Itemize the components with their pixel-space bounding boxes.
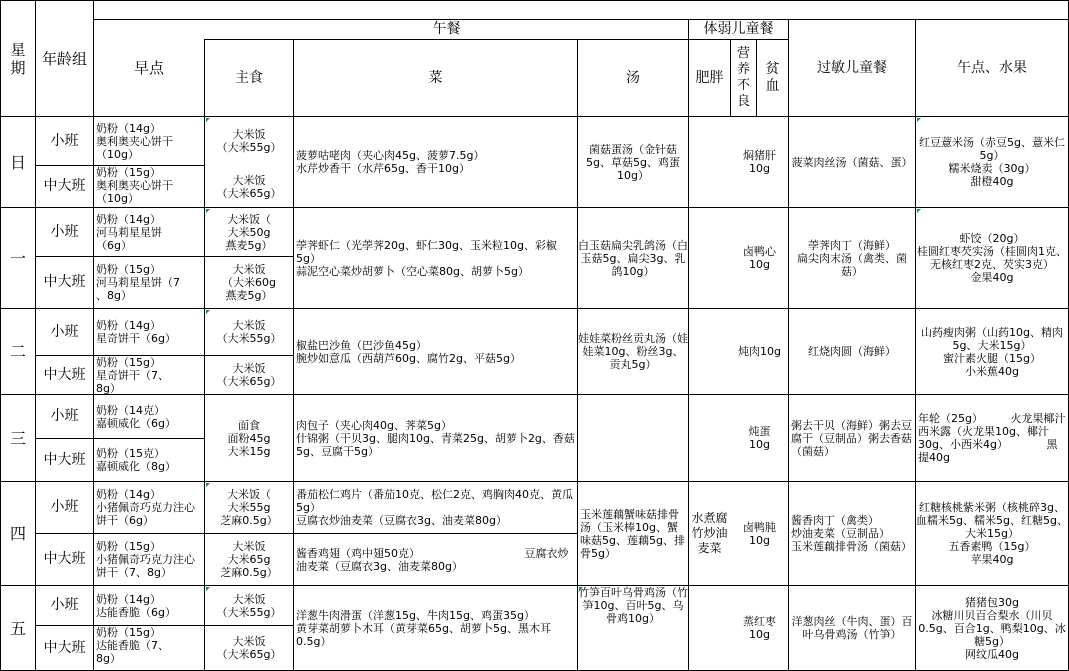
- staple-cell: 大米饭 （大米55g）: [205, 586, 293, 625]
- afternoon-cell: 红豆薏米汤（赤豆5g、薏米仁5g） 糯米烧卖（30g） 甜橙40g: [916, 117, 1068, 207]
- header-anemia: 贫 血: [765, 61, 780, 94]
- header-weekday: 星 期: [10, 40, 26, 77]
- age-group-cell: 小班: [50, 223, 79, 240]
- breakfast-cell: 奶粉（14g） 河马莉星星饼 （6g）: [96, 212, 162, 252]
- header-soup: 汤: [626, 69, 640, 86]
- header-allergy-meal: 过敏儿童餐: [817, 59, 887, 76]
- afternoon-cell: 山药瘦肉粥（山药10g、精肉5g、大米15g） 蜜汁素火腿（15g） 小米蕉40g: [921, 325, 1063, 378]
- age-group-cell: 小班: [50, 323, 79, 340]
- dish-cell: 荸荠虾仁（光荸荠20g、虾仁30g、玉米粒10g、彩椒5g） 蒜泥空心菜炒胡萝卜（空心菜80g、胡萝卜5g）: [296, 238, 557, 278]
- age-group-cell: 中大班: [43, 178, 86, 194]
- allergy-cell: 酱香肉丁（禽类） 炒油麦菜（豆制品） 玉米莲藕排骨汤（菌菇）: [791, 514, 912, 553]
- breakfast-cell: 奶粉（15g） 奥利奥夹心饼干 （10g）: [96, 166, 173, 205]
- age-group-cell: 中大班: [43, 551, 86, 567]
- breakfast-cell: 奶粉（14g） 小猪佩奇巧克力注心饼干（6g）: [96, 488, 195, 527]
- breakfast-cell: 奶粉（15g） 小猪佩奇巧克力注心饼干（7、8g）: [96, 540, 195, 579]
- obese-cell: [689, 208, 730, 308]
- obese-cell: [689, 117, 730, 207]
- breakfast-cell: 奶粉（15g） 达能香脆（7、 8g）: [96, 626, 169, 665]
- afternoon-cell: 虾饺（20g） 桂圆红枣芡实汤（桂圆肉1克、无核红枣2克、芡实3克） 金果40g: [916, 208, 1068, 308]
- malnourished-anemia-cell: 卤鸭心 10g: [743, 245, 776, 271]
- grid-line: [0, 0, 1069, 1]
- staple-cell: 大米饭 （大米65g）: [216, 173, 282, 200]
- age-group-cell: 中大班: [43, 274, 86, 290]
- allergy-cell: 粥去干贝（海鲜）粥去豆腐干（豆制品）粥去香菇（菌菇）: [791, 418, 912, 458]
- breakfast-cell: 奶粉（15克） 嘉顿威化（8g）: [96, 447, 176, 473]
- breakfast-cell: 奶粉（14g） 奥利奥夹心饼干 （10g）: [96, 121, 173, 161]
- header-afternoon-fruit: 午点、水果: [957, 59, 1027, 76]
- dish-cell: 酱香鸡翅（鸡中翅50克） 豆腐衣炒油麦菜（豆腐衣3g、油麦菜80g）: [296, 546, 569, 573]
- weekday-cell: 三: [9, 428, 26, 448]
- staple-cell: 大米饭 大米65g 芝麻0.5g）: [220, 540, 278, 579]
- age-group-cell: 中大班: [43, 366, 86, 383]
- malnourished-anemia-cell: 焖猪肝 10g: [743, 149, 776, 175]
- dish-cell: 肉包子（夹心肉40g、荠菜5g） 什锦粥（干贝3g、腿肉10g、青菜25g、胡萝卜2g、香菇5g、豆腐干5g）: [296, 418, 575, 458]
- age-group-cell: 中大班: [43, 639, 86, 656]
- age-group-cell: 中大班: [43, 451, 86, 468]
- obese-cell: [689, 586, 730, 670]
- weekday-cell: 二: [9, 342, 26, 361]
- obese-cell: 水煮腐竹炒油麦菜: [691, 511, 728, 555]
- soup-cell: 竹笋百叶乌骨鸡汤（竹笋10g、百叶5g、乌骨鸡10g）: [578, 586, 688, 670]
- afternoon-cell: 年轮（25g） 火龙果椰汁西米露（火龙果10g、椰汁30g、小西米4g） 黑提40g: [918, 412, 1066, 464]
- breakfast-cell: 奶粉（14g） 星奇饼干（6g）: [96, 319, 176, 345]
- dish-cell: 番茄松仁鸡片（番茄10克、松仁2克、鸡胸肉40克、黄瓜5g） 豆腐衣炒油麦菜（豆腐衣3g、油麦菜80g）: [296, 488, 573, 527]
- afternoon-cell: 猪猪包30g 冰糖川贝百合梨水（川贝0.5g、百合1g、鸭梨10g、冰糖5g） 网纹瓜40g: [918, 595, 1066, 661]
- staple-cell: 大米饭 （大米65g）: [216, 362, 282, 388]
- malnourished-anemia-cell: 炖肉10g: [738, 345, 781, 358]
- dish-cell: 椒盐巴沙鱼（巴沙鱼45g） 腕炒如意瓜（西葫芦60g、腐竹2g、平菇5g）: [296, 338, 521, 365]
- staple-cell: 大米饭 （大米55g）: [205, 117, 293, 165]
- afternoon-cell: 红糖核桃紫米粥（核桃碎3g、血糯米5g、糯米5g、红糖5g、大米15g） 五香素鸭（15g） 苹果40g: [916, 501, 1068, 566]
- staple-cell: 面食 面粉45g 大米15g: [227, 418, 271, 458]
- staple-cell: 大米饭（ 大米50g 燕麦5g）: [205, 208, 293, 256]
- soup-cell: 玉米莲藕蟹味菇排骨汤（玉米棒10g、蟹味菇5g、莲藕5g、排骨5g）: [580, 507, 685, 560]
- header-malnourished: 营 养 不 良: [736, 46, 750, 109]
- breakfast-cell: 奶粉（15g） 星奇饼干（7、 8g）: [96, 356, 169, 394]
- header-dish: 菜: [428, 69, 443, 86]
- allergy-cell: 洋葱肉丝（牛肉、蛋）百叶乌骨鸡汤（竹笋）: [791, 615, 913, 641]
- breakfast-cell: 奶粉（14g） 达能香脆（6g）: [96, 592, 176, 619]
- header-weak-children-meal: 体弱儿童餐: [703, 21, 774, 37]
- weekday-cell: 四: [9, 524, 26, 543]
- weekday-cell: 日: [9, 152, 26, 172]
- staple-cell: 大米饭 （大米65g）: [216, 635, 282, 661]
- weekday-cell: 五: [9, 618, 26, 638]
- header-breakfast: 早点: [133, 59, 164, 77]
- soup-cell: 白玉菇扁尖乳鸽汤（白玉菇5g、扁尖3g、乳鸽10g）: [578, 238, 688, 278]
- age-group-cell: 小班: [50, 132, 79, 149]
- header-lunch: 午餐: [432, 21, 461, 37]
- allergy-cell: 荸荠肉丁（海鲜） 扁尖肉末汤（禽类、菌菇）: [797, 238, 907, 278]
- staple-cell: 大米饭 （大米60g 燕麦5g）: [222, 263, 276, 302]
- breakfast-cell: 奶粉（14克） 嘉顿威化（6g）: [96, 403, 176, 430]
- age-group-cell: 小班: [50, 408, 79, 424]
- staple-cell: 大米饭 （大米55g）: [205, 309, 293, 355]
- age-group-cell: 小班: [50, 499, 79, 515]
- malnourished-anemia-cell: 蒸红枣 10g: [743, 615, 776, 641]
- header-obese: 肥胖: [695, 69, 724, 86]
- weekday-cell: 一: [9, 248, 26, 268]
- soup-cell: 娃娃菜粉丝贡丸汤（娃娃菜10g、粉丝3g、贡丸5g）: [578, 332, 688, 371]
- header-staple: 主食: [235, 69, 263, 86]
- header-age-group: 年龄组: [41, 49, 87, 68]
- soup-cell: [578, 395, 688, 481]
- staple-cell: 大米饭（ 大米55g 芝麻0.5g）: [205, 482, 293, 533]
- allergy-cell: 菠菜肉丝汤（菌菇、蛋）: [791, 155, 913, 169]
- age-group-cell: 小班: [50, 597, 79, 613]
- breakfast-cell: 奶粉（15g） 河马莉星星饼（7 、8g）: [96, 263, 180, 302]
- malnourished-anemia-cell: 炖蛋 10g: [748, 425, 771, 451]
- dish-cell: 洋葱牛肉滑蛋（洋葱15g、牛肉15g、鸡蛋35g） 黄芽菜胡萝卜木耳（黄芽菜65g、胡萝卜5g、黑木耳0.5g）: [296, 608, 551, 648]
- obese-cell: [689, 309, 730, 394]
- soup-cell: 菌菇蛋汤（金针菇5g、草菇5g、鸡蛋10g）: [586, 142, 680, 182]
- obese-cell: [689, 395, 730, 481]
- allergy-cell: 红烧肉圆（海鲜）: [808, 345, 896, 358]
- malnourished-anemia-cell: 卤鸭肫 10g: [743, 520, 776, 547]
- dish-cell: 菠萝咕咾肉（夹心肉45g、菠萝7.5g） 水芹炒香干（水芹65g、香干10g）: [296, 149, 485, 175]
